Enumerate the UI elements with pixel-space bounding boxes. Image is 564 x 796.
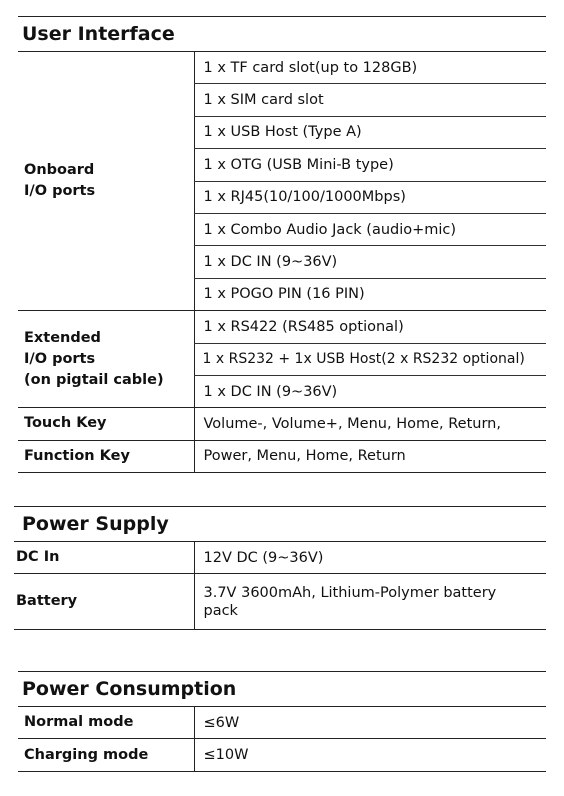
dc-in-label: DC In [14, 542, 194, 574]
battery-value: 3.7V 3600mAh, Lithium-Polymer battery pack [194, 574, 546, 630]
normal-mode-label: Normal mode [18, 707, 194, 739]
power-supply-title: Power Supply [14, 507, 546, 542]
normal-mode-value: ≤6W [194, 707, 546, 739]
power-consumption-table [18, 671, 546, 772]
touch-key-value: Volume-, Volume+, Menu, Home, Return, [194, 408, 546, 440]
function-key-label: Function Key [18, 440, 194, 472]
extended-io-label: Extended I/O ports (on pigtail cable) [18, 311, 194, 408]
extended-item: 1 x RS232 + 1x USB Host(2 x RS232 optional) [194, 343, 546, 375]
onboard-item: 1 x POGO PIN (16 PIN) [194, 278, 546, 310]
power-supply-table [14, 506, 546, 630]
touch-key-label: Touch Key [18, 408, 194, 440]
onboard-item: 1 x TF card slot(up to 128GB) [194, 52, 546, 84]
onboard-item: 1 x USB Host (Type A) [194, 116, 546, 148]
user-interface-title: User Interface [18, 17, 546, 52]
onboard-item: 1 x Combo Audio Jack (audio+mic) [194, 213, 546, 245]
function-key-value: Power, Menu, Home, Return [194, 440, 546, 472]
onboard-item: 1 x RJ45(10/100/1000Mbps) [194, 181, 546, 213]
extended-item: 1 x RS422 (RS485 optional) [194, 311, 546, 343]
user-interface-table [18, 16, 546, 473]
charging-mode-value: ≤10W [194, 739, 546, 771]
onboard-item: 1 x SIM card slot [194, 84, 546, 116]
extended-item: 1 x DC IN (9~36V) [194, 375, 546, 407]
onboard-io-label: Onboard I/O ports [18, 52, 194, 311]
onboard-item: 1 x OTG (USB Mini-B type) [194, 149, 546, 181]
dc-in-value: 12V DC (9~36V) [194, 542, 546, 574]
battery-label: Battery [14, 574, 194, 630]
power-consumption-title: Power Consumption [18, 672, 546, 707]
charging-mode-label: Charging mode [18, 739, 194, 771]
onboard-item: 1 x DC IN (9~36V) [194, 246, 546, 278]
